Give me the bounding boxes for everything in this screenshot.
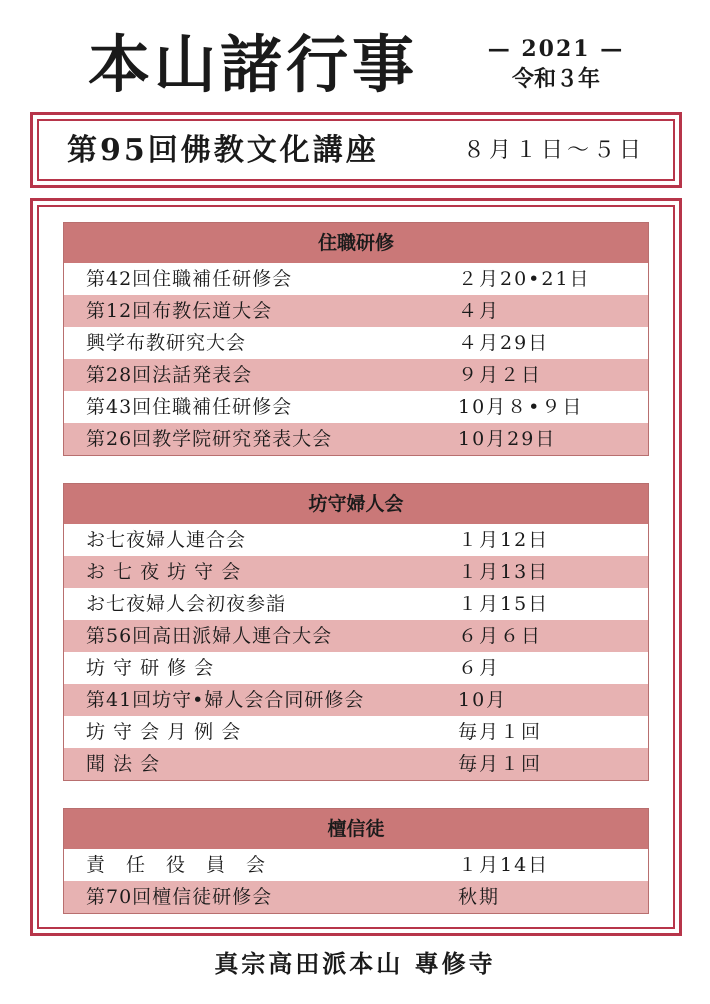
era-label: 令和３年 bbox=[511, 66, 600, 92]
event-date: ４月 bbox=[458, 300, 501, 322]
section-danshinto bbox=[63, 808, 649, 914]
footer-temple-name: 真宗高田派本山 專修寺 bbox=[214, 949, 496, 978]
section-header: 檀信徒 bbox=[64, 809, 648, 849]
event-date: １月13日 bbox=[458, 561, 550, 583]
event-name: 第28回法話発表会 bbox=[86, 364, 253, 386]
lecture-banner bbox=[30, 112, 682, 188]
table-row bbox=[64, 716, 648, 748]
table-row bbox=[64, 556, 648, 588]
event-date: 10月29日 bbox=[458, 428, 557, 450]
event-date: ６月 bbox=[458, 657, 501, 679]
event-date: 秋期 bbox=[458, 886, 501, 908]
event-date: １月15日 bbox=[458, 593, 550, 615]
event-name: 第26回教学院研究発表大会 bbox=[86, 428, 333, 450]
event-date: 10月８•９日 bbox=[458, 396, 584, 418]
event-name: 第41回坊守•婦人会合同研修会 bbox=[86, 689, 365, 711]
table-row bbox=[64, 849, 648, 881]
event-name: お七夜婦人会初夜参詣 bbox=[86, 593, 287, 615]
lecture-title: 第95回佛教文化講座 bbox=[67, 133, 379, 168]
table-row bbox=[64, 391, 648, 423]
event-date: ２月20•21日 bbox=[458, 268, 591, 290]
event-date: ４月29日 bbox=[458, 332, 550, 354]
event-name: 坊 守 研 修 会 bbox=[86, 657, 215, 679]
event-name: 第70回檀信徒研修会 bbox=[86, 886, 273, 908]
table-row bbox=[64, 881, 648, 913]
event-name: 第42回住職補任研修会 bbox=[86, 268, 293, 290]
event-name: 坊 守 会 月 例 会 bbox=[86, 721, 242, 743]
year-block bbox=[486, 36, 626, 96]
event-date: １月12日 bbox=[458, 529, 550, 551]
page-title: 本山諸行事 bbox=[88, 28, 419, 101]
event-name: お七夜婦人連合会 bbox=[86, 529, 247, 551]
table-row bbox=[64, 423, 648, 455]
year-label: — 2021 — bbox=[487, 36, 625, 62]
section-bomori-fujinkai bbox=[63, 483, 649, 781]
table-row bbox=[64, 620, 648, 652]
event-date: ９月２日 bbox=[458, 364, 543, 386]
event-name: 第43回住職補任研修会 bbox=[86, 396, 293, 418]
table-row bbox=[64, 263, 648, 295]
table-row bbox=[64, 652, 648, 684]
table-row bbox=[64, 295, 648, 327]
event-date: 毎月１回 bbox=[458, 721, 543, 743]
event-date: 毎月１回 bbox=[458, 753, 543, 775]
lecture-date: ８月１日～５日 bbox=[463, 138, 646, 163]
table-row bbox=[64, 359, 648, 391]
section-header: 坊守婦人会 bbox=[64, 484, 648, 524]
table-row bbox=[64, 524, 648, 556]
event-date: ６月６日 bbox=[458, 625, 543, 647]
table-row bbox=[64, 748, 648, 780]
event-date: １月14日 bbox=[458, 854, 550, 876]
event-name: 責 任 役 員 会 bbox=[86, 854, 267, 876]
section-jushoku-kenshu bbox=[63, 222, 649, 456]
event-name: 第12回布教伝道大会 bbox=[86, 300, 273, 322]
event-name: 興学布教研究大会 bbox=[86, 332, 247, 354]
event-name: 聞 法 会 bbox=[86, 753, 161, 775]
event-name: 第56回高田派婦人連合大会 bbox=[86, 625, 333, 647]
event-date: 10月 bbox=[458, 689, 508, 711]
table-row bbox=[64, 684, 648, 716]
table-row bbox=[64, 588, 648, 620]
event-name: お 七 夜 坊 守 会 bbox=[86, 561, 242, 583]
section-header: 住職研修 bbox=[64, 223, 648, 263]
table-row bbox=[64, 327, 648, 359]
